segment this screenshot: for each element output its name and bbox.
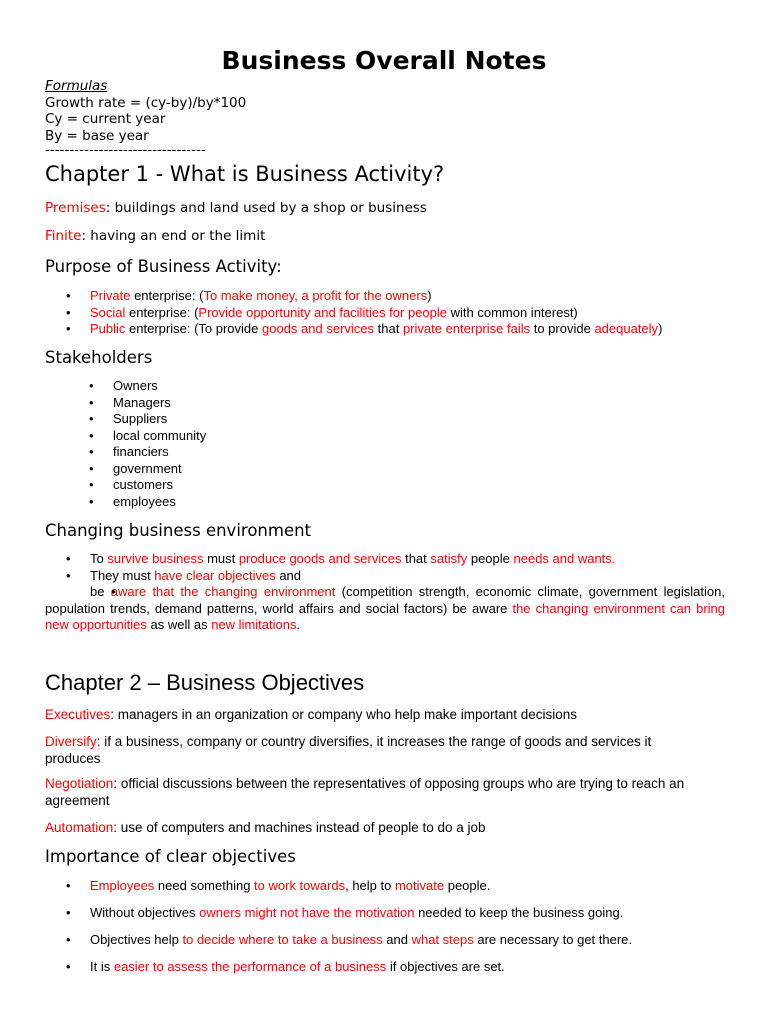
list-text: They must [90,567,155,583]
list-text: that [374,321,403,336]
definition-term: Premises [45,200,106,216]
definition-term: Negotiation [45,776,114,791]
list-text: To make money, a profit for the owners [203,288,428,303]
list-text: to decide where to take a business [182,932,383,947]
definition-text: : having an end or the limit [81,228,266,244]
list-text: as well as [146,617,212,632]
definition-term: Executives [45,707,111,722]
list-item: • government [68,461,368,478]
list-text: produce goods and services [238,551,402,566]
list-text: if objectives are set. [386,959,505,974]
list-text: To [90,551,108,566]
list-text: need something [154,878,255,893]
definition-term: Automation [45,820,114,835]
formula-line: Cy = current year [45,111,166,127]
formulas-block [45,78,246,157]
list-text: , help to [345,878,395,893]
importance-heading: Importance of clear objectives [45,847,296,866]
changing-environment-list [45,551,725,634]
list-text: easier to assess the performance of a business [113,959,387,974]
list-text: the changing environment can bring new opportunities [45,600,725,632]
changing-environment-heading: Changing business environment [45,521,312,540]
list-text: motivate [394,878,445,893]
list-text: to work towards [254,878,346,893]
list-text: have clear objectives [154,567,276,583]
list-item [45,959,725,976]
importance-list [45,878,725,986]
list-text: needed to keep the business going. [414,905,624,920]
document-title: Business Overall Notes [221,46,547,75]
list-text: Public [90,321,126,336]
list-item: • financiers [68,444,368,461]
list-item [45,288,725,305]
list-item: • Suppliers [68,411,368,428]
definition-text: : use of computers and machines instead of people to do a job [113,820,486,835]
definition-text: : buildings and land used by a shop or business [105,200,427,216]
list-text: (competition strength, economic climate, government legislation, population trends, demand patterns, world affairs and social factors) be aware [45,584,725,616]
list-text: private enterprise fails [402,321,531,336]
list-text: people [467,551,514,566]
definition-executives [45,707,705,724]
list-text: with common interest) [447,304,578,320]
list-text: . [296,617,301,632]
list-text: must [203,551,239,566]
list-text: enterprise: (To provide [125,321,262,336]
list-text: Private [90,288,131,303]
purpose-heading: Purpose of Business Activity: [45,257,282,276]
formulas-label: Formulas [45,78,108,94]
list-item [45,878,725,895]
purpose-list [45,288,725,338]
list-text: It is [90,959,114,974]
list-item: • Owners [68,378,368,395]
list-text: Without objectives [90,905,200,920]
list-text: enterprise: ( [125,304,199,320]
list-item [45,305,725,322]
list-item [45,551,725,568]
list-text: enterprise: ( [130,288,204,303]
list-text: goods and services [262,321,375,336]
list-text: needs and wants. [513,551,616,566]
chapter-2-heading: Chapter 2 – Business Objectives [45,670,365,695]
list-text: satisfy [430,551,468,566]
definition-negotiation [45,776,710,809]
list-text: adequately [594,321,659,336]
formula-line: By = base year [45,127,149,144]
list-text: what steps [411,932,474,947]
list-text: ) [427,288,432,303]
list-text: to provide [530,321,595,336]
list-text: aware that the changing environment [110,584,336,599]
definition-diversify [45,734,685,767]
list-item [45,568,725,585]
list-text: be [90,584,111,599]
list-text: survive business [107,551,204,566]
list-item [45,584,725,634]
stakeholders-heading: Stakeholders [45,348,153,367]
definition-term: Finite [45,228,82,244]
stakeholders-list [68,378,368,510]
list-text: that [401,551,431,566]
list-item [45,932,725,949]
definition-automation [45,820,705,837]
formula-line: Growth rate = (cy-by)/by*100 [45,94,247,111]
list-text: Employees [90,878,155,893]
definition-text: : if a business, company or country diversifies, it increases the range of goods and services it produces [45,734,652,766]
definition-term: Diversify [45,734,97,749]
list-text: and [275,567,302,583]
list-item [45,905,725,922]
list-item: • local community [68,428,368,445]
definition-text: : official discussions between the representatives of opposing groups who are trying to reach an agreement [45,776,685,808]
list-item: • Managers [68,395,368,412]
separator-line: --------------------------------- [45,142,206,158]
list-item [45,321,725,338]
list-text: are necessary to get there. [473,932,633,947]
definition-premises [45,200,705,217]
list-text: new limitations [211,617,297,632]
list-text: ) [658,321,663,336]
list-text: Provide opportunity and facilities for people [198,304,447,320]
list-text: people. [444,878,491,893]
list-text: and [382,932,412,947]
list-item: • customers [68,477,368,494]
list-text: owners might not have the motivation [199,905,415,920]
list-text: Objectives help [90,932,183,947]
chapter-1-heading: Chapter 1 - What is Business Activity? [45,162,445,186]
list-text: Social [90,304,126,320]
list-item: • employees [68,494,368,511]
definition-text: : managers in an organization or company who help make important decisions [110,707,578,722]
definition-finite [45,228,705,245]
